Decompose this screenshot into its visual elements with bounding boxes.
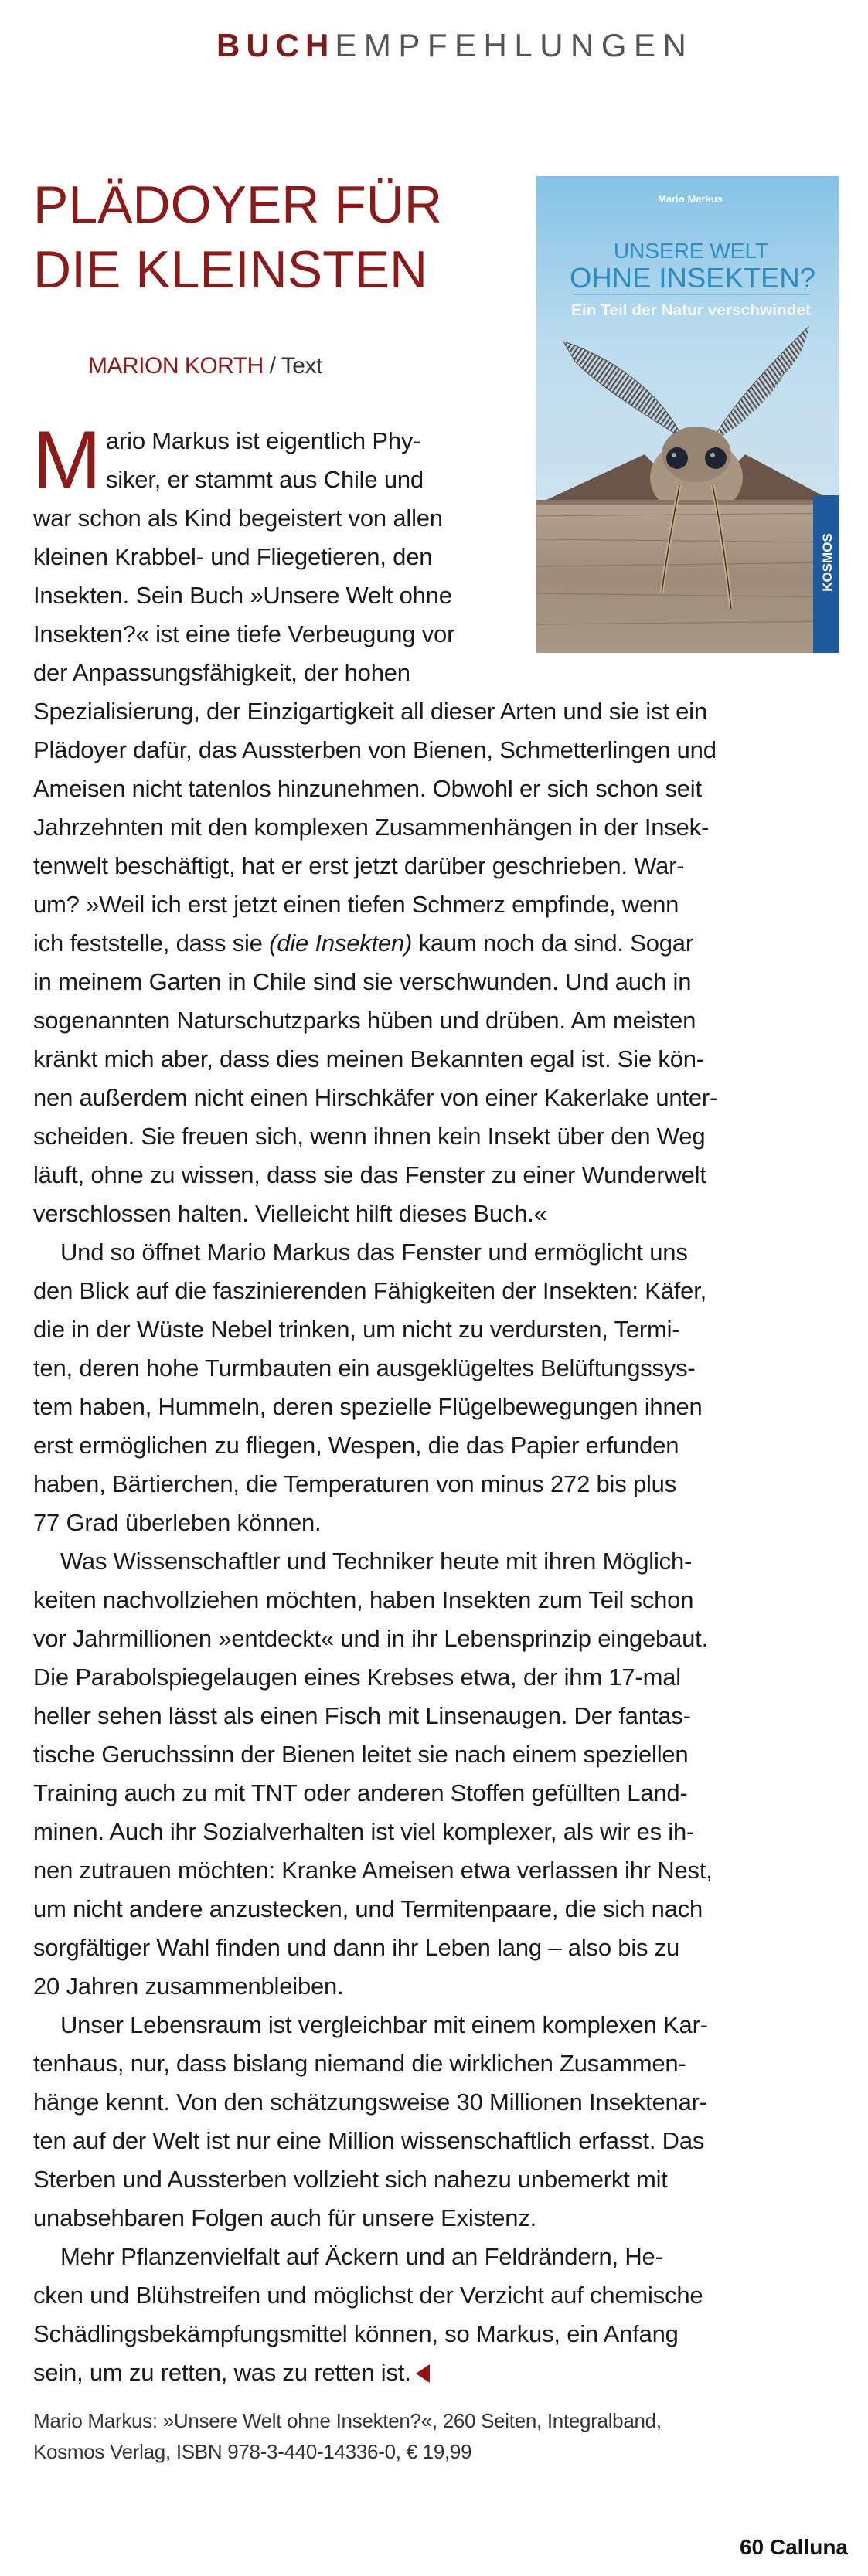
cover-publisher-logo: KOSMOS bbox=[820, 533, 835, 592]
body-line: Sterben und Aussterben vollzieht sich nahezu unbemerkt mit bbox=[33, 2166, 668, 2193]
body-line: Spezialisierung, der Einzigartigkeit all dieser Arten und sie ist ein bbox=[33, 698, 707, 725]
body-line: 77 Grad überleben können. bbox=[33, 1509, 322, 1536]
body-line: ten auf der Welt ist nur eine Million wissenschaftlich erfasst. Das bbox=[33, 2127, 705, 2154]
cover-title-line2: OHNE INSEKTEN? bbox=[570, 262, 815, 294]
cover-author: Mario Markus bbox=[658, 193, 723, 205]
body-line: Die Parabolspiegelaugen eines Krebses etwa, der ihm 17-mal bbox=[33, 1664, 681, 1691]
body-line: heller sehen lässt als einen Fisch mit Linsenaugen. Der fantas- bbox=[33, 1702, 691, 1729]
body-line: war schon als Kind begeistert von allen bbox=[33, 505, 443, 532]
body-line: siker, er stammt aus Chile und bbox=[106, 466, 424, 493]
body-line: cken und Blühstreifen und möglichst der Verzicht auf chemische bbox=[33, 2282, 703, 2309]
body-line: hänge kennt. Von den schätzungsweise 30 Millionen Insektenar- bbox=[33, 2088, 707, 2116]
body-line: Insekten. Sein Buch »Unsere Welt ohne bbox=[33, 582, 452, 609]
book-details-line: Kosmos Verlag, ISBN 978-3-440-14336-0, € 19,99 bbox=[33, 2440, 472, 2463]
body-line: Schädlingsbekämpfungsmittel können, so Markus, ein Anfang bbox=[33, 2320, 679, 2347]
body-line: unabsehbaren Folgen auch für unsere Existenz. bbox=[33, 2204, 537, 2231]
section-header-light: EMPFEHLUNGEN bbox=[335, 27, 694, 63]
body-line: ich feststelle, dass sie (die Insekten) kaum noch da sind. Sogar bbox=[33, 929, 693, 957]
paragraph bbox=[33, 1542, 845, 2006]
drop-cap: M bbox=[32, 413, 102, 506]
body-line: Mehr Pflanzenvielfalt auf Äckern und an Feldrändern, He- bbox=[60, 2243, 663, 2270]
body-line: um? »Weil ich erst jetzt einen tiefen Schmerz empfinde, wenn bbox=[33, 891, 679, 918]
body-line: kränkt mich aber, dass dies meinen Bekannten egal ist. Sie kön- bbox=[33, 1045, 704, 1072]
article-title bbox=[33, 172, 442, 302]
body-line: Und so öffnet Mario Markus das Fenster und ermöglicht uns bbox=[60, 1239, 688, 1266]
body-line: Plädoyer dafür, das Aussterben von Bienen, Schmetterlingen und bbox=[33, 736, 717, 763]
body-line: sein, um zu retten, was zu retten ist. bbox=[33, 2353, 845, 2392]
body-line: Jahrzehnten mit den komplexen Zusammenhängen in der Insek- bbox=[33, 814, 710, 841]
body-line: sorgfältiger Wahl finden und dann ihr Leben lang – also bis zu bbox=[33, 1934, 680, 1961]
body-line: kleinen Krabbel- und Fliegetieren, den bbox=[33, 543, 433, 570]
byline bbox=[88, 352, 322, 380]
author-name: MARION KORTH bbox=[88, 353, 264, 379]
body-line: Insekten?« ist eine tiefe Verbeugung vor bbox=[33, 620, 455, 647]
page-number: 60 Calluna bbox=[739, 2535, 848, 2559]
paragraph bbox=[33, 2006, 845, 2238]
body-line: der Anpassungsfähigkeit, der hohen bbox=[33, 659, 410, 686]
body-line: den Blick auf die faszinierenden Fähigkeiten der Insekten: Käfer, bbox=[33, 1277, 707, 1304]
end-mark-icon bbox=[416, 2364, 430, 2383]
body-line: verschlossen halten. Vielleicht hilft dieses Buch.« bbox=[33, 1200, 547, 1227]
body-line: erst ermöglichen zu fliegen, Wespen, die das Papier erfunden bbox=[33, 1432, 679, 1459]
body-line: keiten nachvollziehen möchten, haben Insekten zum Teil schon bbox=[33, 1586, 694, 1613]
body-line: 20 Jahren zusammenbleiben. bbox=[33, 1973, 344, 2000]
body-line: vor Jahrmillionen »entdeckt« und in ihr Lebensprinzip eingebaut. bbox=[33, 1625, 708, 1652]
paragraph bbox=[33, 2238, 845, 2392]
body-line: in meinem Garten in Chile sind sie verschwunden. Und auch in bbox=[33, 968, 692, 995]
article-body bbox=[33, 422, 845, 2392]
italic-phrase: (die Insekten) bbox=[269, 929, 413, 957]
body-line: ario Markus ist eigentlich Phy- bbox=[106, 427, 421, 454]
book-details-line: Mario Markus: »Unsere Welt ohne Insekten?«, 260 Seiten, Integralband, bbox=[33, 2409, 662, 2432]
section-header bbox=[216, 24, 693, 67]
body-line: Was Wissenschaftler und Techniker heute mit ihren Möglich- bbox=[60, 1548, 693, 1575]
cover-subtitle: Ein Teil der Natur verschwindet bbox=[571, 302, 812, 319]
body-line: tische Geruchssinn der Bienen leitet sie nach einem speziellen bbox=[33, 1741, 689, 1768]
body-line: die in der Wüste Nebel trinken, um nicht zu verdursten, Termi- bbox=[33, 1316, 680, 1343]
cover-title-line1: UNSERE WELT bbox=[613, 239, 769, 263]
body-line: minen. Auch ihr Sozialverhalten ist viel komplexer, als wir es ih- bbox=[33, 1818, 695, 1845]
paragraph bbox=[33, 1233, 845, 1542]
body-line: tenwelt beschäftigt, hat er erst jetzt darüber geschrieben. War- bbox=[33, 852, 685, 879]
body-line: läuft, ohne zu wissen, dass sie das Fenster zu einer Wunderwelt bbox=[33, 1161, 706, 1188]
body-line: tenhaus, nur, dass bislang niemand die wirklichen Zusammen- bbox=[33, 2050, 686, 2077]
body-line: nen zutrauen möchten: Kranke Ameisen etwa verlassen ihr Nest, bbox=[33, 1857, 713, 1884]
article-title-line: PLÄDOYER FÜR bbox=[33, 175, 442, 234]
body-line: nen außerdem nicht einen Hirschkäfer von einer Kakerlake unter- bbox=[33, 1084, 718, 1111]
body-line: Training auch zu mit TNT oder anderen Stoffen gefüllten Land- bbox=[33, 1779, 688, 1806]
article-title-line: DIE KLEINSTEN bbox=[33, 240, 428, 299]
paragraph bbox=[33, 422, 845, 1233]
body-line: tem haben, Hummeln, deren spezielle Flügelbewegungen ihnen bbox=[33, 1393, 703, 1420]
body-line: haben, Bärtierchen, die Temperaturen von minus 272 bis plus bbox=[33, 1470, 677, 1497]
body-line: scheiden. Sie freuen sich, wenn ihnen kein Insekt über den Weg bbox=[33, 1123, 706, 1150]
body-line: um nicht andere anzustecken, und Termitenpaare, die sich nach bbox=[33, 1895, 703, 1922]
book-details bbox=[33, 2405, 662, 2467]
body-line: ten, deren hohe Turmbauten ein ausgeklügeltes Belüftungssys- bbox=[33, 1354, 696, 1381]
body-line: sogenannten Naturschutzparks hüben und drüben. Am meisten bbox=[33, 1007, 696, 1034]
author-role: / Text bbox=[263, 353, 322, 379]
body-line: Ameisen nicht tatenlos hinzunehmen. Obwohl er sich schon seit bbox=[33, 775, 702, 802]
section-header-bold: BUCH bbox=[216, 27, 335, 63]
body-line: Unser Lebensraum ist vergleichbar mit einem komplexen Kar- bbox=[60, 2011, 708, 2038]
